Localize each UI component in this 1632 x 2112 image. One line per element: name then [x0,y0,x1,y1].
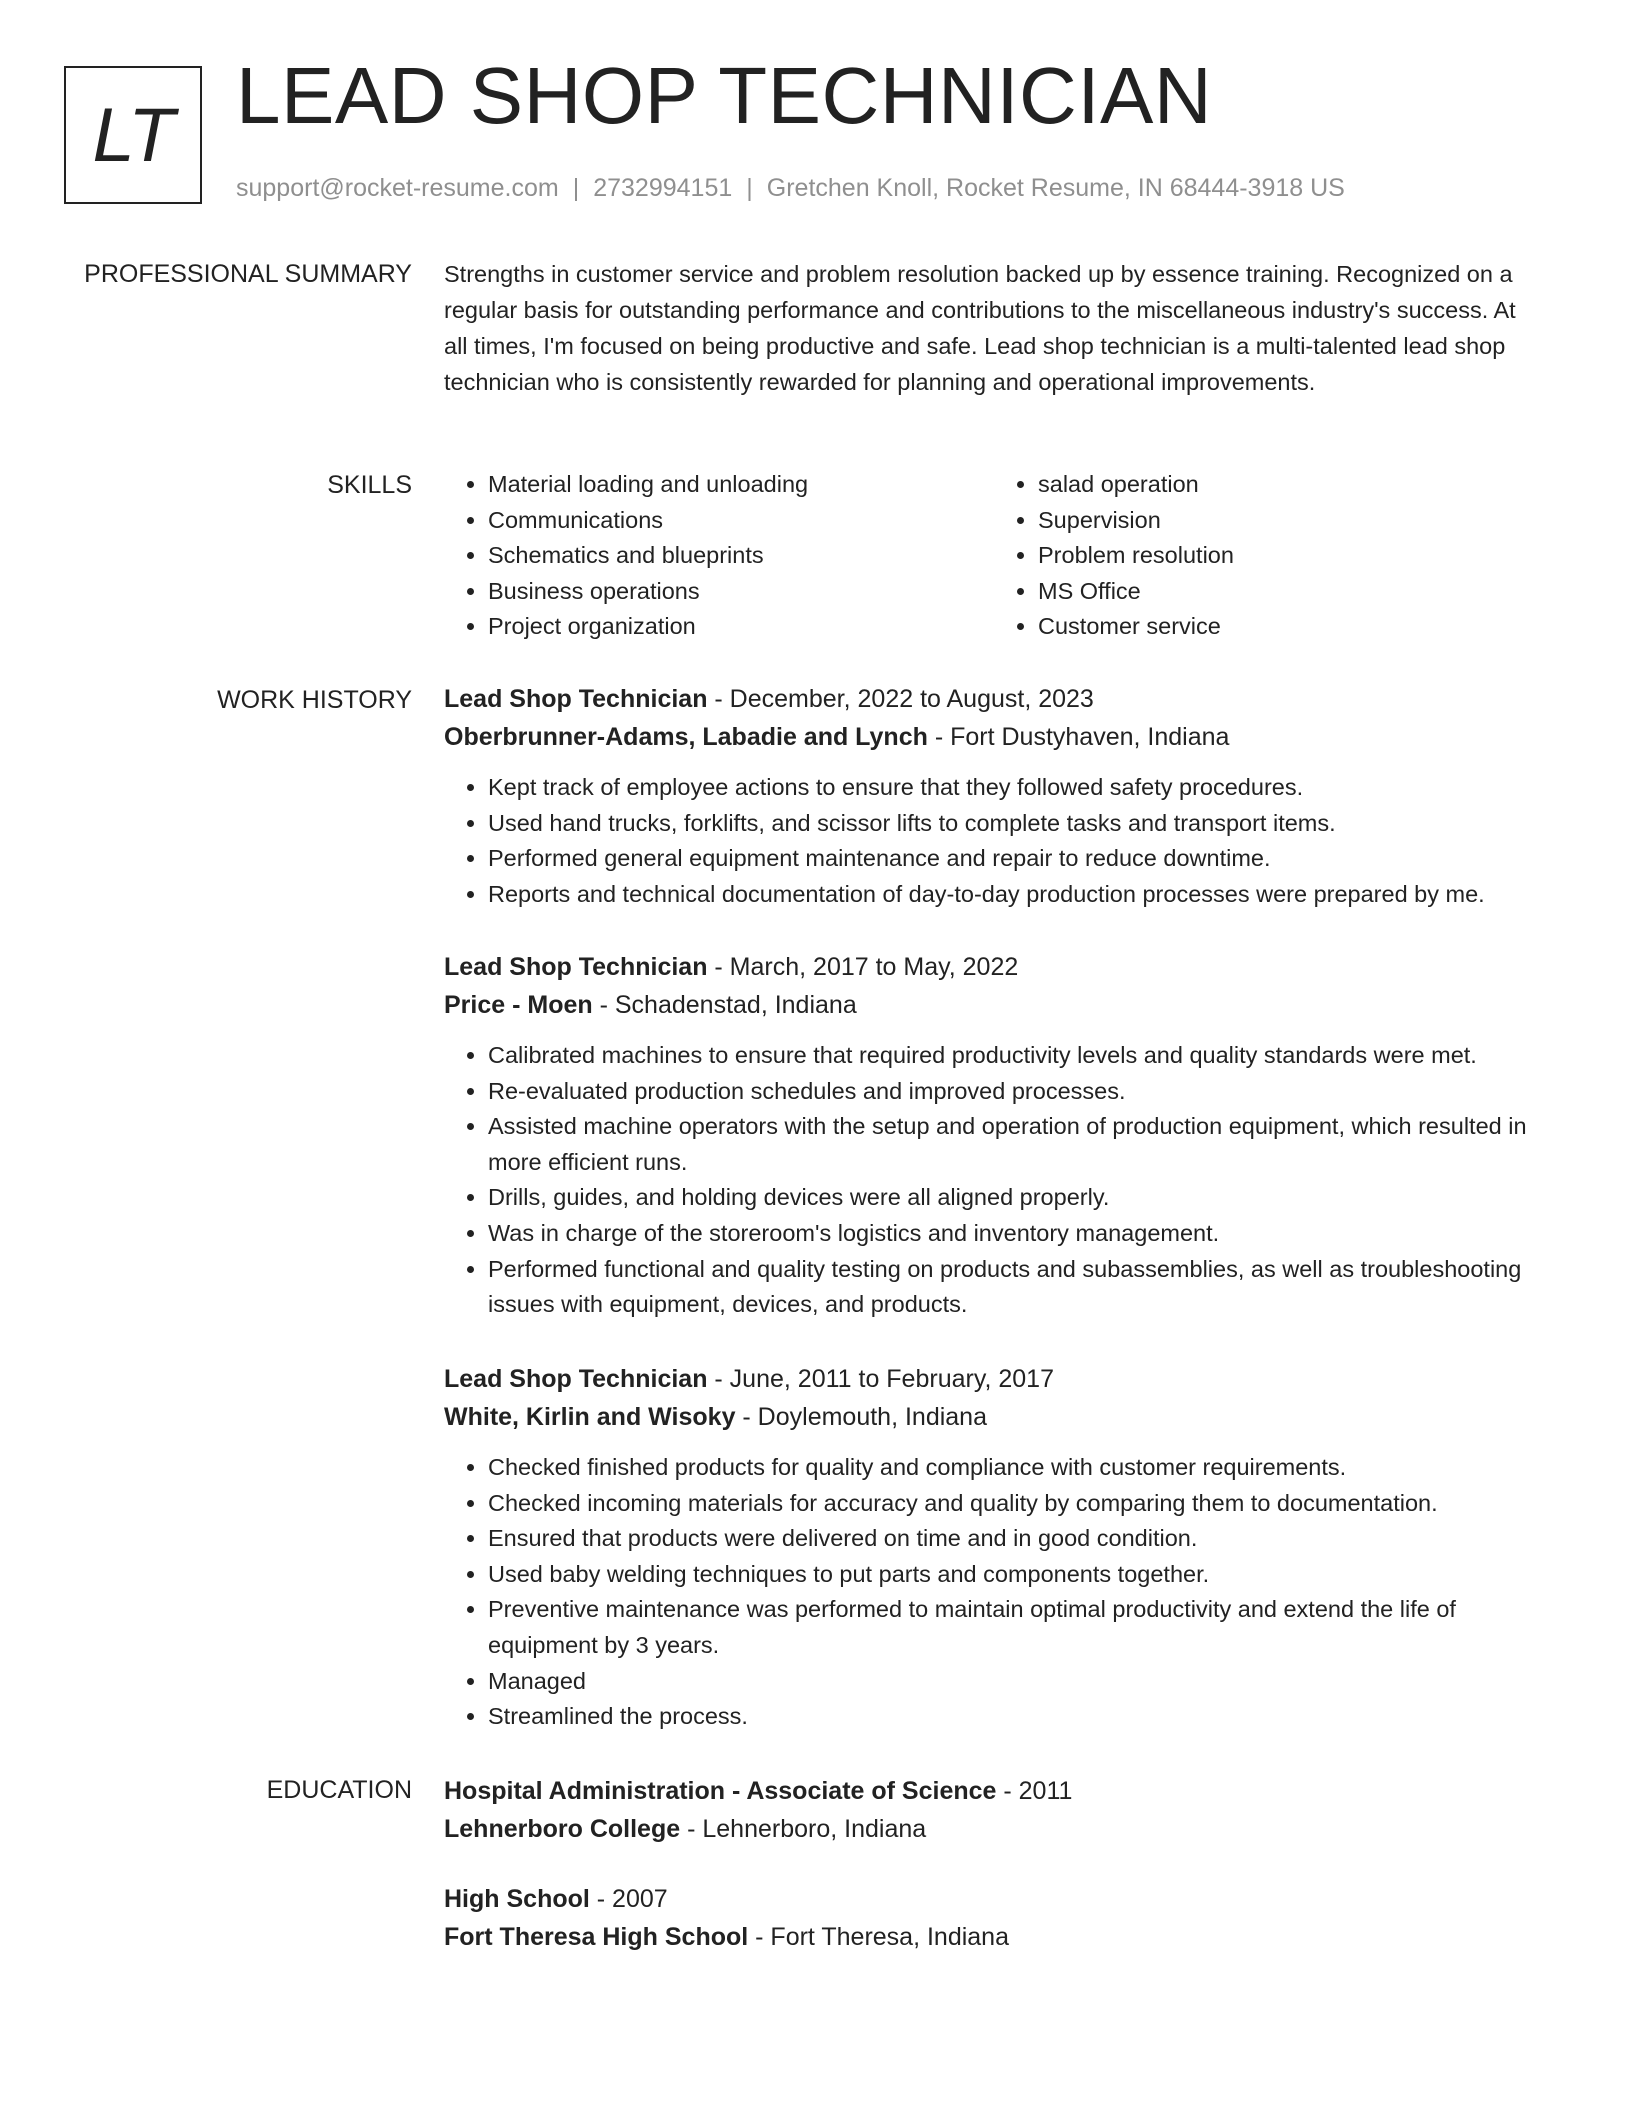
skill-item: • Customer service [1038,609,1544,645]
section-label-summary: PROFESSIONAL SUMMARY [84,260,412,288]
education-school-line [444,1810,1544,1848]
contact-phone[interactable]: 2732994151 [593,174,733,202]
skill-item: • Material loading and unloading [488,467,994,503]
job-heading [444,680,1544,718]
contact-separator: | [746,174,753,202]
section-label-work: WORK HISTORY [217,686,412,714]
job-duty: • Checked incoming materials for accuracy and quality by comparing them to documentation. [488,1486,1544,1522]
resume-title: LEAD SHOP TECHNICIAN [236,51,1213,140]
job-duty: • Performed general equipment maintenance and repair to reduce downtime. [488,841,1544,877]
education-degree-line [444,1880,1544,1918]
job-duty: • Streamlined the process. [488,1699,1544,1735]
job-company: Oberbrunner-Adams, Labadie and Lynch [444,723,928,751]
job-employer [444,718,1544,756]
monogram-initials: LT [92,92,174,178]
job-duty: • Kept track of employee actions to ensure that they followed safety procedures. [488,770,1544,806]
job-duty: • Ensured that products were delivered on time and in good condition. [488,1521,1544,1557]
education-location: - Lehnerboro, Indiana [680,1815,927,1843]
skill-item: • Schematics and blueprints [488,538,994,574]
job-company: Price - Moen [444,991,593,1019]
skill-item: • Supervision [1038,503,1544,539]
education-degree: High School [444,1885,590,1913]
job-duties [444,1450,1544,1735]
summary-text: Strengths in customer service and problem resolution backed up by essence training. Recognized on a regular basis for outstanding performance and contributions to the miscellaneous industry's success. At all times, I'm focused on being productive and safe. Lead shop technician is a multi-talented lead shop technician who is consistently rewarded for planning and operational improvements. [444,261,1516,395]
job-dates: - March, 2017 to May, 2022 [707,953,1019,981]
skill-item: • Project organization [488,609,994,645]
job-dates: - June, 2011 to February, 2017 [707,1365,1054,1393]
job-duty: • Used hand trucks, forklifts, and scissor lifts to complete tasks and transport items. [488,806,1544,842]
contact-separator: | [572,174,580,202]
job-duty: • Re-evaluated production schedules and improved processes. [488,1074,1544,1110]
job-location: - Fort Dustyhaven, Indiana [927,723,1230,751]
education-school: Fort Theresa High School [444,1923,749,1951]
job-dates: - December, 2022 to August, 2023 [707,685,1094,713]
job-location: - Schadenstad, Indiana [592,991,857,1019]
education-school: Lehnerboro College [444,1815,681,1843]
job-heading [444,1360,1544,1398]
section-label-education: EDUCATION [266,1776,412,1804]
education-school-line [444,1918,1544,1956]
contact-email[interactable]: support@rocket-resume.com [236,174,559,202]
job-title: Lead Shop Technician [444,953,708,981]
job-duty: • Checked finished products for quality and compliance with customer requirements. [488,1450,1544,1486]
skills-list-left [444,467,994,645]
job-company: White, Kirlin and Wisoky [444,1403,736,1431]
job-duty: • Assisted machine operators with the setup and operation of production equipment, which resulted in more efficient runs. [488,1109,1544,1180]
education-entry [444,1772,1544,1848]
job-duties [444,1038,1544,1323]
skill-item: • salad operation [1038,467,1544,503]
skill-item: • MS Office [1038,574,1544,610]
job-employer [444,986,1544,1024]
summary-body [444,256,1544,400]
job-duties [444,770,1544,912]
monogram-box [64,66,202,204]
job-title: Lead Shop Technician [444,685,708,713]
job-duty: • Reports and technical documentation of day-to-day production processes were prepared by me. [488,877,1544,913]
job-title: Lead Shop Technician [444,1365,708,1393]
job-duty: • Calibrated machines to ensure that required productivity levels and quality standards were met. [488,1038,1544,1074]
job-duty: • Used baby welding techniques to put parts and components together. [488,1557,1544,1593]
education-degree: Hospital Administration - Associate of Science [444,1777,997,1805]
education-year: - 2011 [996,1777,1073,1805]
job-duty: • Drills, guides, and holding devices were all aligned properly. [488,1180,1544,1216]
skill-item: • Communications [488,503,994,539]
job-employer [444,1398,1544,1436]
education-location: - Fort Theresa, Indiana [748,1923,1009,1951]
job-duty: • Was in charge of the storeroom's logistics and inventory management. [488,1216,1544,1252]
education-degree-line [444,1772,1544,1810]
skill-item: • Business operations [488,574,994,610]
contact-address: Gretchen Knoll, Rocket Resume, IN 68444-3918 US [766,174,1345,202]
skill-item: • Problem resolution [1038,538,1544,574]
job-duty: • Preventive maintenance was performed to maintain optimal productivity and extend the life of equipment by 3 years. [488,1592,1544,1663]
section-label-skills: SKILLS [327,471,412,499]
skills-body [444,467,1544,645]
contact-line [236,174,1345,203]
education-year: - 2007 [589,1885,668,1913]
job-duty: • Managed [488,1664,1544,1700]
job-heading [444,948,1544,986]
job-location: - Doylemouth, Indiana [735,1403,987,1431]
job-duty: • Performed functional and quality testing on products and subassemblies, as well as troubleshooting issues with equipment, devices, and products. [488,1252,1544,1323]
skills-list-right [994,467,1544,645]
